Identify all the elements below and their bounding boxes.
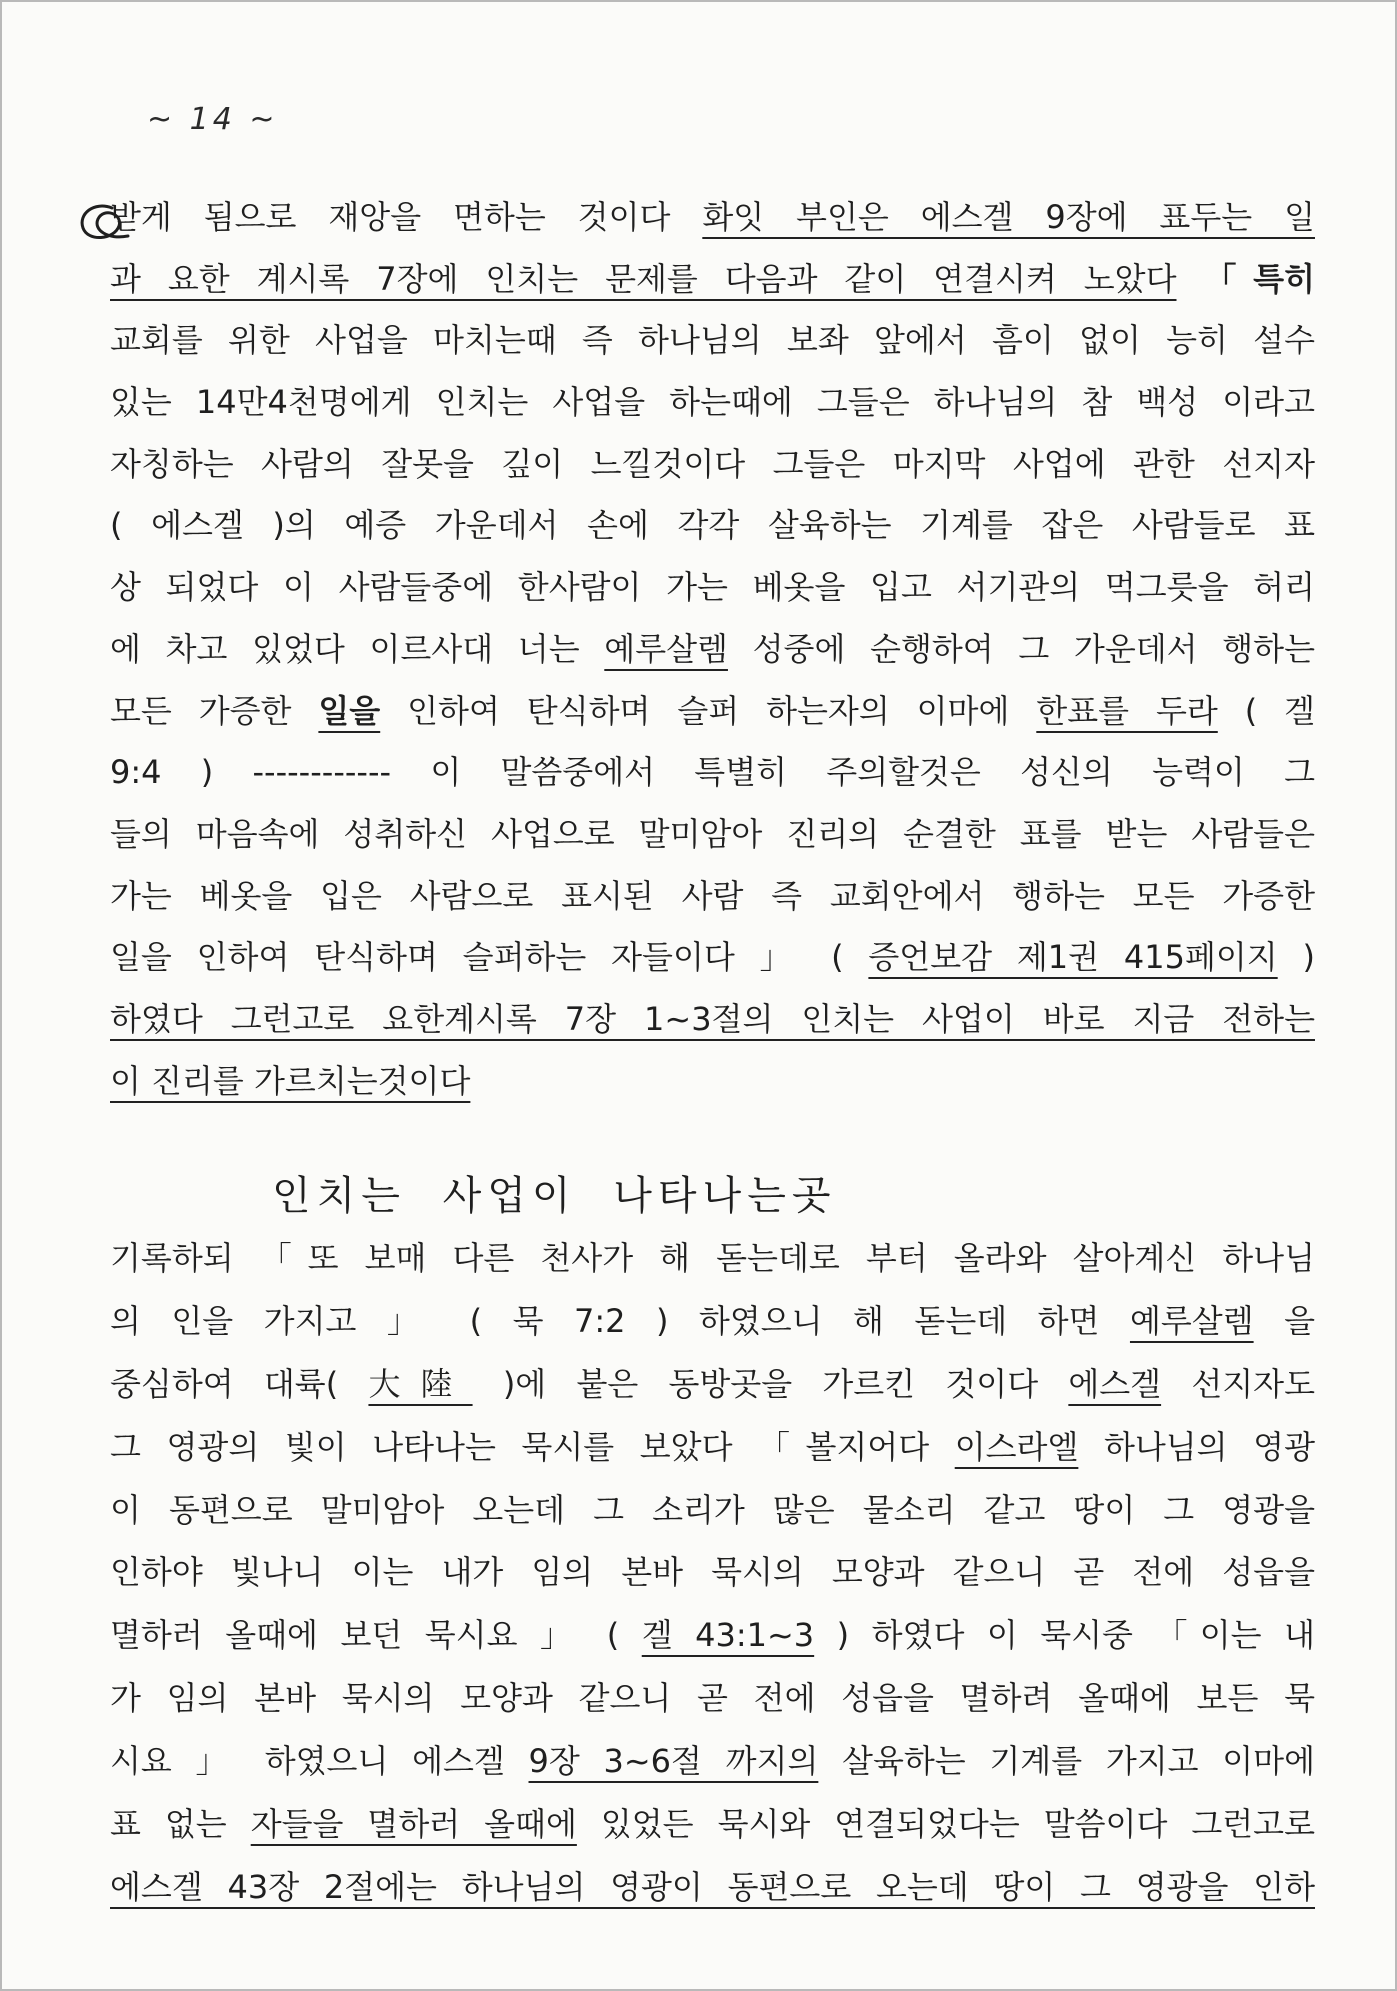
text-line xyxy=(110,989,1315,1051)
text-line xyxy=(110,434,1315,496)
text-segment: 9:4 ) ------------ 이 말씀중에서 특별히 주의할것은 성신의 능력이 그 xyxy=(110,753,1315,792)
text-segment: 성중에 순행하여 그 가운데서 행하는 xyxy=(727,629,1315,668)
text-segment: ) xyxy=(1277,938,1315,977)
text-line xyxy=(110,1730,1315,1793)
text-line xyxy=(110,1793,1315,1856)
text-line xyxy=(110,1667,1315,1730)
underlined-text: 예루살렘 xyxy=(1129,1301,1254,1340)
text-segment: 받게 됨으로 재앙을 면하는 것이다 xyxy=(110,198,703,236)
underlined-text: 과 요한 계시록 7장에 인치는 문제를 다음과 같이 연결시켜 노았다 xyxy=(110,259,1177,298)
underlined-text: 겔 43:1~3 xyxy=(641,1616,815,1655)
text-segment: ( 겔 xyxy=(1217,691,1315,730)
text-line xyxy=(110,1856,1315,1919)
text-segment: 가는 베옷을 입은 사람으로 표시된 사람 즉 교회안에서 행하는 모든 가증한 xyxy=(110,876,1315,915)
text-segment: 모든 가증한 xyxy=(110,691,319,730)
paragraph-1 xyxy=(110,187,1315,1112)
text-segment: )에 붙은 동방곳을 가르킨 것이다 xyxy=(472,1364,1069,1403)
text-segment: 멸하러 올때에 보던 묵시요 」 ( xyxy=(110,1616,642,1655)
underlined-text: 예루살렘 xyxy=(604,629,728,668)
text-segment: 선지자도 xyxy=(1161,1364,1315,1403)
text-line xyxy=(110,681,1315,743)
text-segment: 살육하는 기계를 가지고 이마에 xyxy=(818,1742,1315,1781)
text-segment: 을 xyxy=(1253,1301,1315,1340)
text-line xyxy=(110,1051,1315,1113)
text-segment: ( 에스겔 )의 예증 가운데서 손에 각각 살육하는 기계를 잡은 사람들로 표 xyxy=(110,506,1315,545)
text-segment: 시요 」 하였으니 에스겔 xyxy=(110,1742,529,1781)
text-segment: 자칭하는 사람의 잘못을 깊이 느낄것이다 그들은 마지막 사업에 관한 선지자 xyxy=(110,444,1315,483)
text-line xyxy=(110,1541,1315,1604)
underlined-text: 이 진리를 가르치는것이다 xyxy=(110,1061,471,1100)
text-segment: 교회를 위한 사업을 마치는때 즉 하나님의 보좌 앞에서 흠이 없이 능히 설수 xyxy=(110,321,1315,360)
text-segment: 하나님의 영광 xyxy=(1078,1427,1315,1466)
underlined-text: 일을 xyxy=(318,691,381,730)
text-segment: 들의 마음속에 성취하신 사업으로 말미암아 진리의 순결한 표를 받는 사람들은 xyxy=(110,814,1315,853)
text-line xyxy=(110,372,1315,434)
text-segment: 가 임의 본바 묵시의 모양과 같으니 곧 전에 성읍을 멸하려 올때에 보든 묵 xyxy=(110,1679,1315,1718)
text-line xyxy=(110,1604,1315,1667)
text-segment: 에 차고 있었다 이르사대 너는 xyxy=(110,629,605,668)
text-line xyxy=(110,557,1315,619)
underlined-text: 화잇 부인은 에스겔 9장에 표두는 일 xyxy=(702,198,1315,236)
text-line xyxy=(110,619,1315,681)
text-line xyxy=(110,1416,1315,1479)
text-segment: 이 동편으로 말미암아 오는데 그 소리가 많은 물소리 같고 땅이 그 영광을 xyxy=(110,1490,1315,1529)
text-line xyxy=(110,1353,1315,1416)
text-segment: 일을 인하여 탄식하며 슬퍼하는 자들이다 」 ( xyxy=(110,938,869,977)
text-line xyxy=(110,742,1315,804)
underlined-text: 에스겔 43장 2절에는 하나님의 영광이 동편으로 오는데 땅이 그 영광을 인하 xyxy=(110,1867,1315,1906)
underlined-text: 大陸 xyxy=(368,1364,473,1403)
text-line xyxy=(110,249,1315,311)
text-segment: 중심하여 대륙( xyxy=(110,1364,369,1403)
underlined-text: 에스겔 xyxy=(1068,1364,1162,1403)
text-line xyxy=(110,1290,1315,1353)
text-segment: 상 되었다 이 사람들중에 한사람이 가는 베옷을 입고 서기관의 먹그릇을 허리 xyxy=(110,568,1315,607)
text-line xyxy=(110,187,1315,249)
text-line xyxy=(110,927,1315,989)
text-segment: 그 영광의 빛이 나타나는 묵시를 보았다 「볼지어다 xyxy=(110,1427,955,1466)
underlined-text: 한표를 두라 xyxy=(1036,691,1218,730)
text-segment: ) 하였다 이 묵시중 「이는 내 xyxy=(814,1616,1315,1655)
text-line xyxy=(110,310,1315,372)
text-segment: 표 없는 xyxy=(110,1805,251,1844)
underlined-text: 하였다 그런고로 요한계시록 7장 1~3절의 인치는 사업이 바로 지금 전하는 xyxy=(110,999,1315,1038)
underlined-text: 자들을 멸하러 올때에 xyxy=(250,1805,577,1844)
text-line xyxy=(110,804,1315,866)
underlined-text: 9장 3~6절 까지의 xyxy=(528,1742,819,1781)
text-segment: 인하야 빛나니 이는 내가 임의 본바 묵시의 모양과 같으니 곧 전에 성읍을 xyxy=(110,1553,1315,1592)
text-segment: 의 인을 가지고 」 ( 묵 7:2 ) 하였으니 해 돋는데 하면 xyxy=(110,1301,1130,1340)
text-segment: 있었든 묵시와 연결되었다는 말씀이다 그런고로 xyxy=(576,1805,1315,1844)
text-segment: 인하여 탄식하며 슬퍼 하는자의 이마에 xyxy=(380,691,1037,730)
paragraph-2 xyxy=(110,1227,1315,1919)
text-line xyxy=(110,495,1315,557)
text-line xyxy=(110,1227,1315,1290)
text-segment: 기록하되 「또 보매 다른 천사가 해 돋는데로 부터 올라와 살아계신 하나님 xyxy=(110,1239,1315,1277)
text-line xyxy=(110,866,1315,928)
text-segment: 있는 14만4천명에게 인치는 사업을 하는때에 그들은 하나님의 참 백성 이라고 xyxy=(110,383,1315,422)
text-line xyxy=(110,1479,1315,1542)
underlined-text: 이스라엘 xyxy=(954,1427,1079,1466)
text-segment: 「특히 xyxy=(1176,259,1315,298)
underlined-text: 증언보감 제1권 415페이지 xyxy=(868,938,1278,977)
section-heading: 인치는 사업이 나타나는곳 xyxy=(272,1173,837,1219)
page-number: ~ 14 ~ xyxy=(147,102,279,137)
